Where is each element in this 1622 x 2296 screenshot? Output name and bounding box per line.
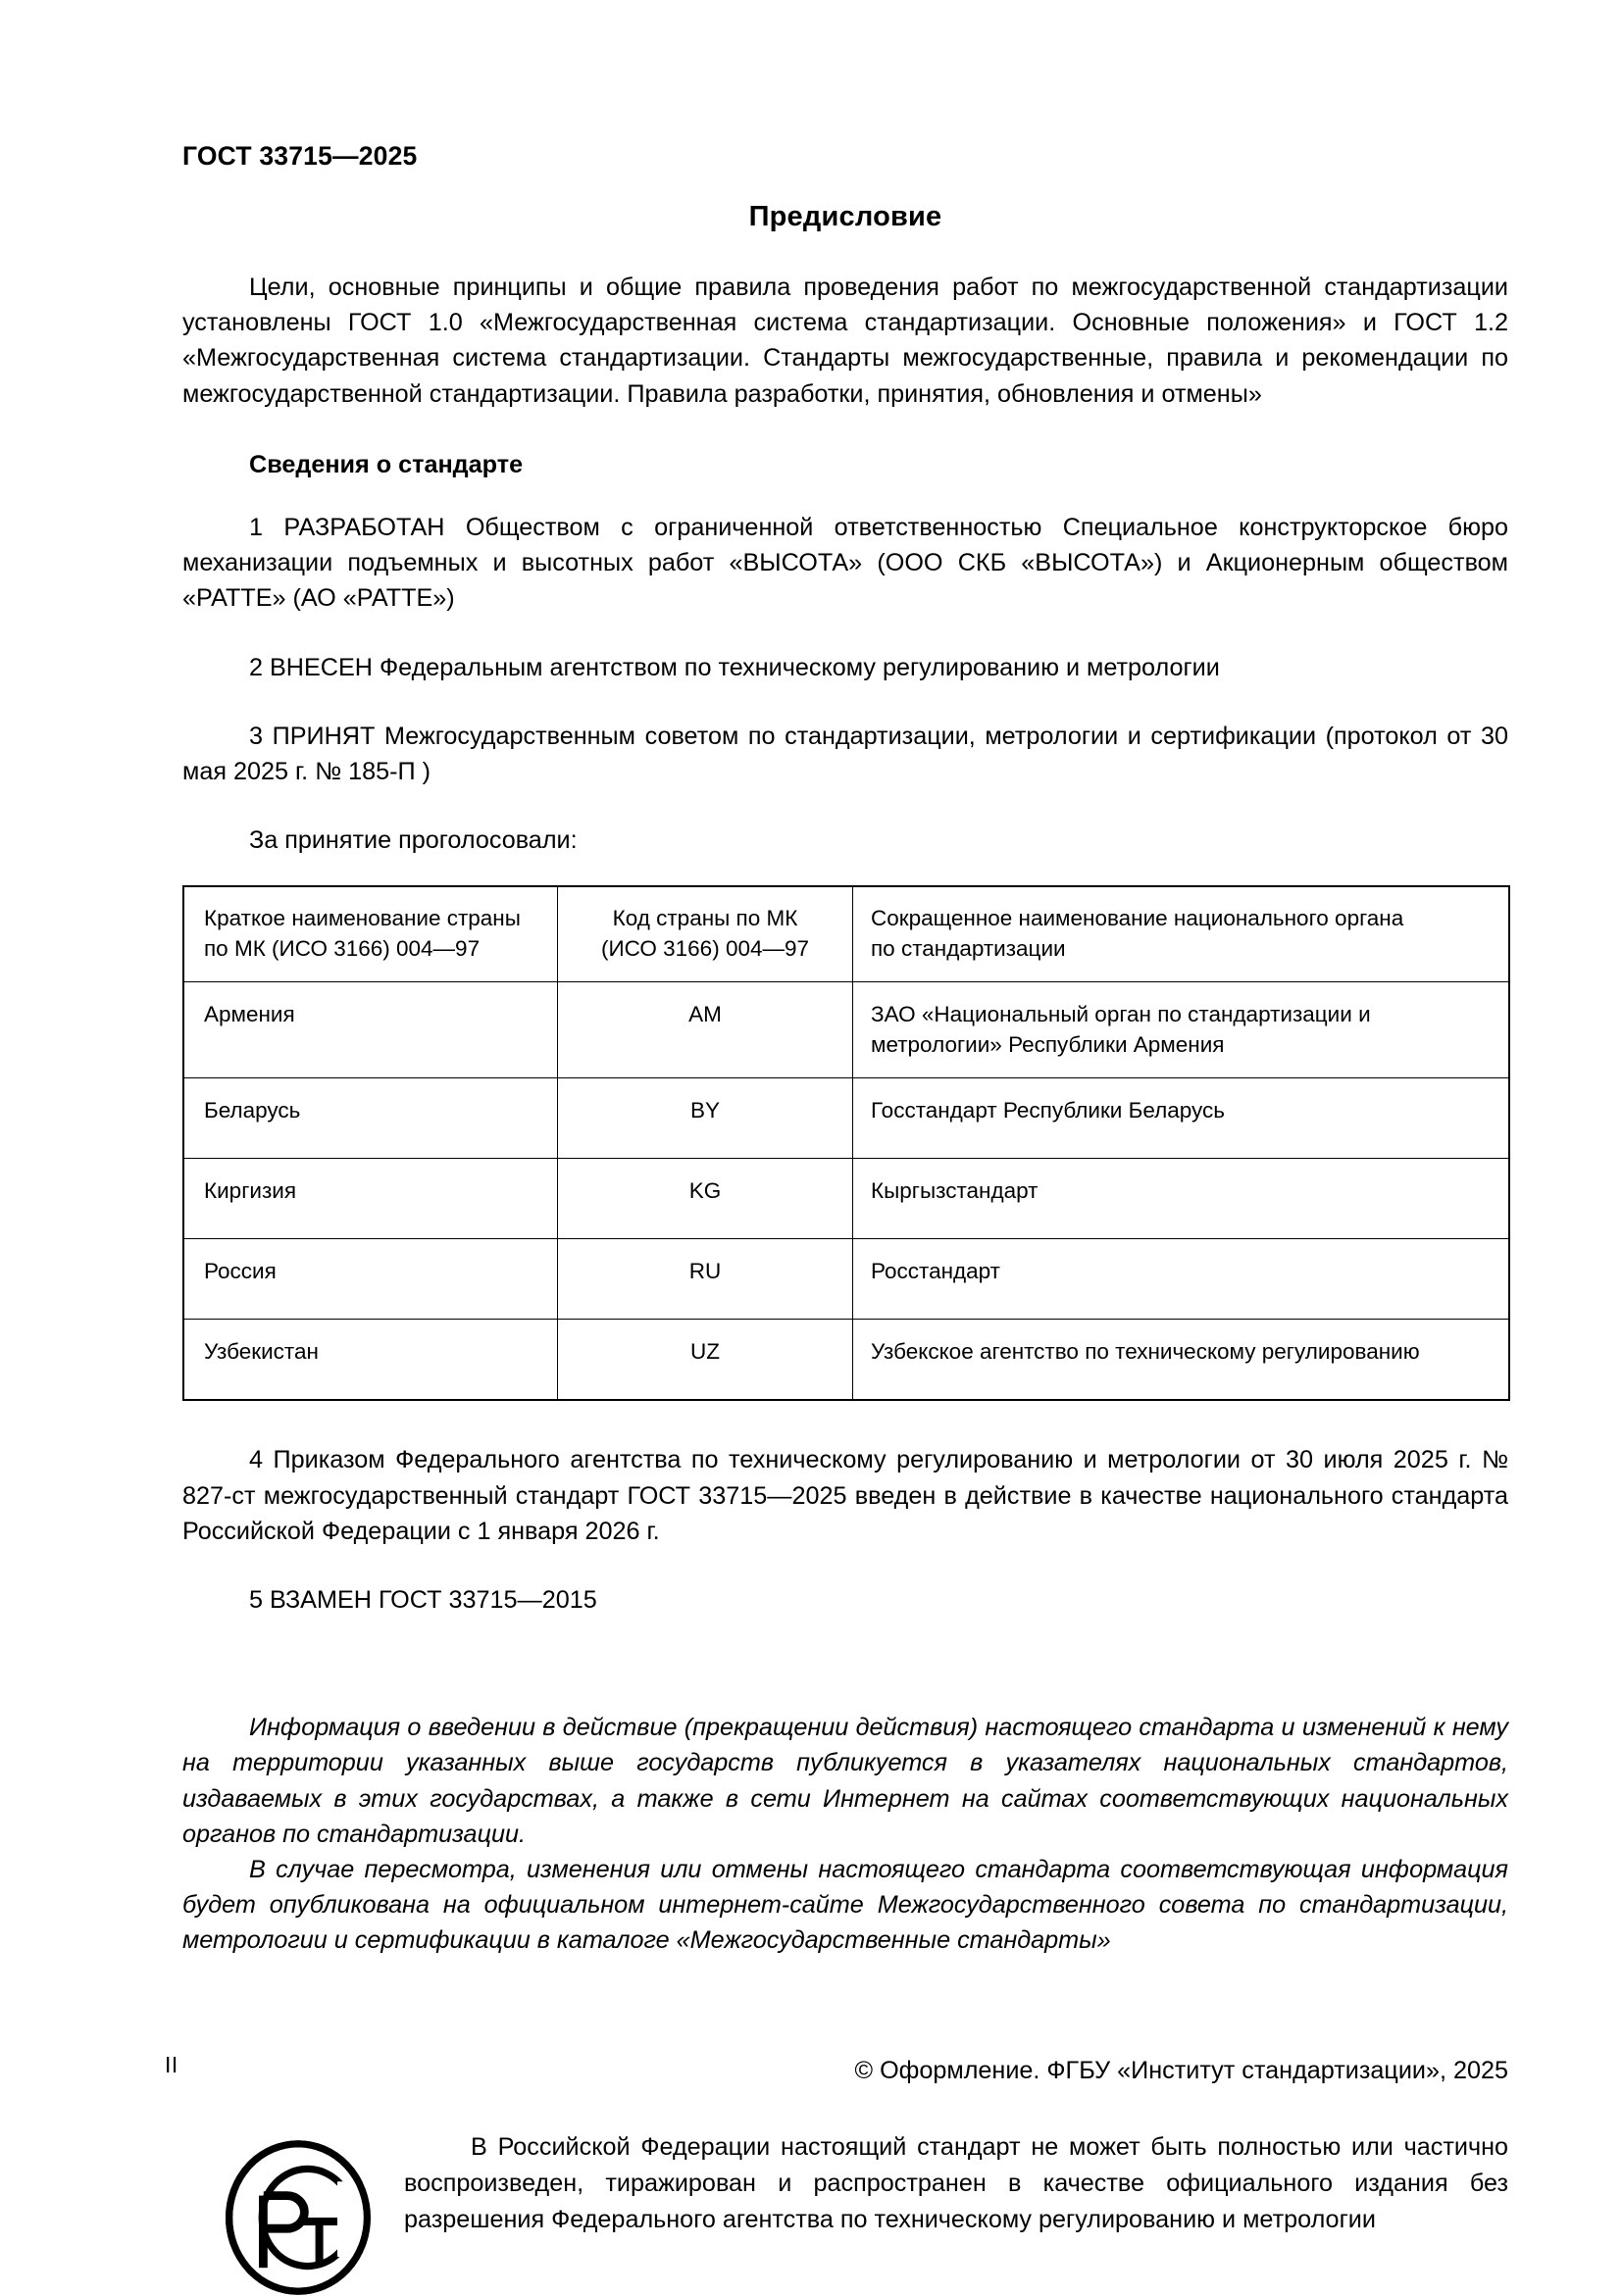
foreword-intro-paragraph: Цели, основные принципы и общие правила проведения работ по межгосударственной стандартизации установлены ГОСТ 1.0 «Межгосударственная система стандартизации. Основные положения» и ГОСТ 1.2 «Межгосударственная система стандартизации. Стандарты межгосударственные, правила и рекомендации по межгосударственной стандартизации. Правила разработки, принятия, обновления и отмены» bbox=[182, 274, 1508, 408]
foreword-item-4: 4 Приказом Федерального агентства по техническому регулированию и метрологии от 30 июля 2025 г. № 827-ст межгосударственный стандарт ГОСТ 33715—2025 введен в действие в качестве национального стандарта Российской Федерации с 1 января 2026 г. bbox=[182, 1446, 1508, 1545]
cell-country: Армения bbox=[184, 982, 558, 1078]
vote-table-body bbox=[184, 982, 1509, 1400]
cell-country: Киргизия bbox=[184, 1159, 558, 1239]
column-header-code-line1: Код страны по МК bbox=[612, 906, 798, 931]
table-row bbox=[184, 1320, 1509, 1400]
voting-countries-table bbox=[183, 886, 1509, 1400]
column-header-authority-line2: по стандартизации bbox=[871, 936, 1066, 962]
copyright-notice: © Оформление. ФГБУ «Институт стандартизации», 2025 bbox=[854, 2056, 1508, 2084]
reproduction-notice-paragraph: В Российской Федерации настоящий стандарт не может быть полностью или частично воспроизведен, тиражирован и распространен в качестве официального издания без разрешения Федерального агентства по техническому регулированию и метрологии bbox=[404, 2132, 1508, 2233]
reproduction-notice-block bbox=[182, 2129, 1508, 2296]
vote-table-head bbox=[184, 887, 1509, 982]
page-number-folio: II bbox=[165, 2052, 178, 2077]
rst-certification-emblem-icon bbox=[220, 2139, 377, 2296]
column-header-country-line1: Краткое наименование страны bbox=[204, 906, 521, 931]
cell-country-code: RU bbox=[558, 1239, 853, 1320]
cell-authority: Узбекское агентство по техническому регулированию bbox=[853, 1320, 1509, 1400]
reproduction-notice-text bbox=[404, 2129, 1508, 2238]
page-content bbox=[182, 201, 1508, 2296]
cell-country: Узбекистан bbox=[184, 1320, 558, 1400]
foreword-item-1: 1 РАЗРАБОТАН Обществом с ограниченной ответственностью Специальное конструкторское бюро механизации подъемных и высотных работ «ВЫСОТА» (ООО СКБ «ВЫСОТА») и Акционерным обществом «РАТТЕ» (АО «РАТТЕ») bbox=[182, 514, 1508, 613]
cell-authority: Госстандарт Республики Беларусь bbox=[853, 1078, 1509, 1159]
note-paragraph-revision: В случае пересмотра, изменения или отмены настоящего стандарта соответствующая информация будет опубликована на официальном интернет-сайте Межгосударственного совета по стандартизации, метрологии и сертификации в каталоге «Межгосударственные стандарты» bbox=[182, 1856, 1508, 1955]
note-paragraph-information: Информация о введении в действие (прекращении действия) настоящего стандарта и изменений к нему на территории указанных выше государств публикуется в указателях национальных стандартов, издаваемых в этих государствах, а также в сети Интернет на сайтах соответствующих национальных органов по стандартизации. bbox=[182, 1714, 1508, 1848]
foreword-item-2: 2 ВНЕСЕН Федеральным агентством по техническому регулированию и метрологии bbox=[249, 653, 1220, 681]
table-row bbox=[184, 1159, 1509, 1239]
table-row bbox=[184, 1078, 1509, 1159]
cell-country-code: UZ bbox=[558, 1320, 853, 1400]
standard-info-heading: Сведения о стандарте bbox=[249, 450, 524, 478]
table-header-row bbox=[184, 887, 1509, 982]
vote-intro-text: За принятие проголосовали: bbox=[249, 826, 578, 855]
table-row bbox=[184, 1239, 1509, 1320]
table-row bbox=[184, 982, 1509, 1078]
cell-authority: ЗАО «Национальный орган по стандартизации и метрологии» Республики Армения bbox=[853, 982, 1509, 1078]
vote-table-wrapper bbox=[182, 885, 1510, 1401]
cell-country: Беларусь bbox=[184, 1078, 558, 1159]
foreword-item-3: 3 ПРИНЯТ Межгосударственным советом по стандартизации, метрологии и сертификации (протокол от 30 мая 2025 г. № 185-П ) bbox=[182, 722, 1508, 786]
column-header-authority bbox=[853, 887, 1509, 982]
cell-country: Россия bbox=[184, 1239, 558, 1320]
running-header-standard-number: ГОСТ 33715—2025 bbox=[182, 141, 418, 171]
cell-country-code: KG bbox=[558, 1159, 853, 1239]
cell-country-code: BY bbox=[558, 1078, 853, 1159]
cell-authority: Росстандарт bbox=[853, 1239, 1509, 1320]
cell-authority: Кыргызстандарт bbox=[853, 1159, 1509, 1239]
cell-country-code: AM bbox=[558, 982, 853, 1078]
column-header-code-line2: (ИСО 3166) 004—97 bbox=[600, 936, 810, 962]
column-header-country bbox=[184, 887, 558, 982]
column-header-country-line2: по МК (ИСО 3166) 004—97 bbox=[204, 936, 481, 962]
column-header-code bbox=[558, 887, 853, 982]
page-title: Предисловие bbox=[748, 201, 942, 232]
foreword-item-5: 5 ВЗАМЕН ГОСТ 33715—2015 bbox=[249, 1586, 597, 1615]
column-header-authority-line1: Сокращенное наименование национального органа bbox=[871, 906, 1404, 931]
